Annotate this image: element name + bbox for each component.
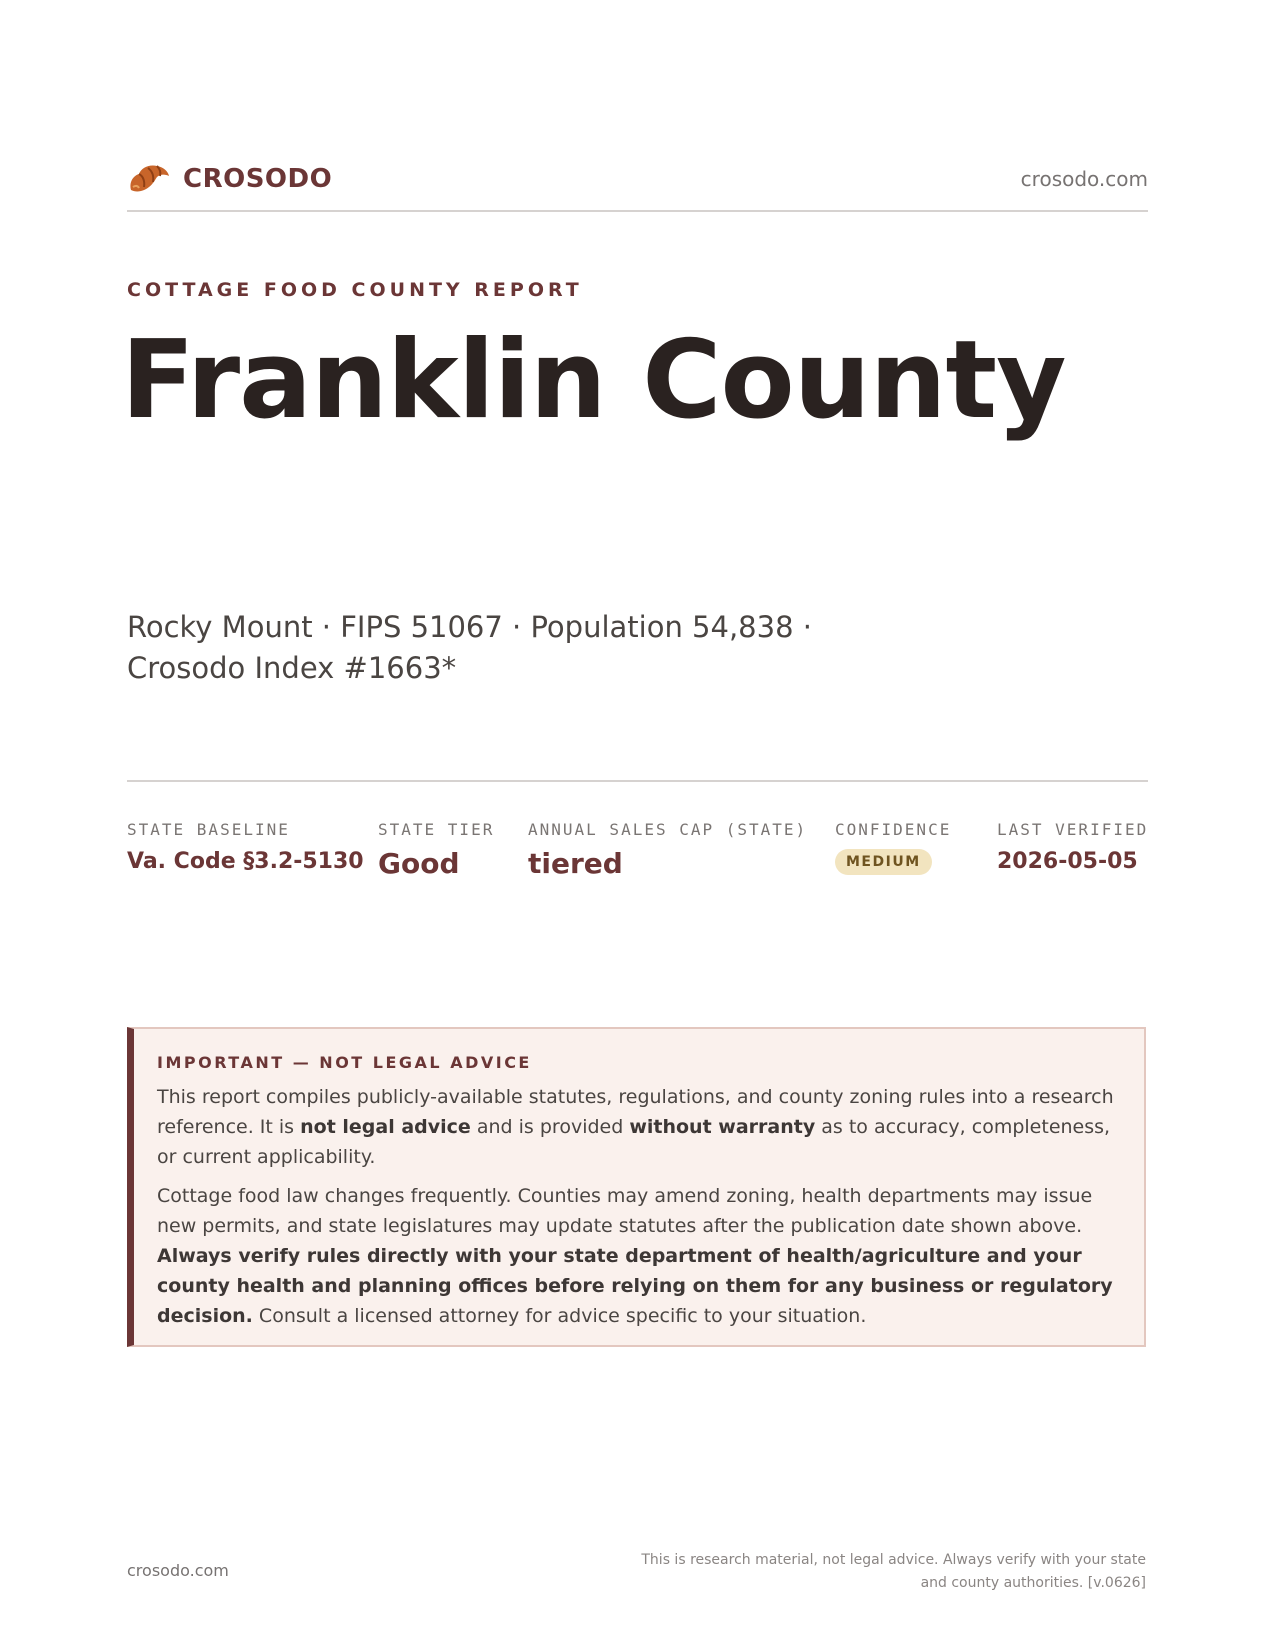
footer-disclaimer <box>626 1549 1146 1595</box>
stat-last-verified <box>997 820 1148 874</box>
notice-text: and is provided <box>470 1116 630 1138</box>
stat-value: Va. Code §3.2-5130 <box>127 849 364 874</box>
report-subtitle: Rocky Mount · FIPS 51067 · Population 54,838 · Crosodo Index #1663* <box>127 610 812 685</box>
stats-row <box>127 780 1148 902</box>
notice-paragraph-2 <box>157 1181 1122 1331</box>
footer-disclaimer-line: and county authorities. [v.0626] <box>920 1575 1146 1591</box>
notice-text: Consult a licensed attorney for advice specific to your situation. <box>252 1305 867 1327</box>
stat-label: LAST VERIFIED <box>997 820 1149 839</box>
brand-name: CROSODO <box>183 164 333 194</box>
stat-confidence <box>835 820 951 875</box>
report-eyebrow: COTTAGE FOOD COUNTY REPORT <box>127 279 583 301</box>
footer-site: crosodo.com <box>127 1561 229 1580</box>
notice-emphasis: not legal advice <box>300 1116 471 1138</box>
notice-emphasis: Always verify rules directly with your state department of health/agriculture and your county health and planning offices before relying on them for any business or regulatory decision. <box>157 1245 1113 1327</box>
notice-title: IMPORTANT — NOT LEGAL ADVICE <box>157 1053 532 1072</box>
stat-state-tier <box>378 820 494 880</box>
stat-label: ANNUAL SALES CAP (STATE) <box>528 820 808 839</box>
legal-notice <box>127 1027 1146 1347</box>
notice-emphasis: without warranty <box>629 1116 816 1138</box>
notice-text: Cottage food law changes frequently. Counties may amend zoning, health departments may issue new permits, and state legislatures may update statutes after the publication date shown above. <box>157 1185 1093 1237</box>
status-badge: MEDIUM <box>835 849 932 875</box>
stat-value: Good <box>378 847 460 880</box>
notice-paragraph-1 <box>157 1082 1122 1172</box>
page-header <box>127 156 1148 212</box>
notice-text: This report compiles publicly-available statutes, regulations, and county zoning rules into a research reference. It is <box>157 1086 1114 1138</box>
footer-disclaimer-line: This is research material, not legal advice. Always verify with your state <box>641 1552 1146 1568</box>
site-link[interactable]: crosodo.com <box>1020 167 1148 191</box>
stat-value: tiered <box>528 847 623 880</box>
page-title: Franklin County <box>121 318 1066 443</box>
stat-label: STATE BASELINE <box>127 820 290 839</box>
notice-text: as to accuracy, completeness, or current applicability. <box>157 1116 1111 1168</box>
stat-state-baseline <box>127 820 364 874</box>
legal-notice-body <box>157 1053 1122 1331</box>
stat-annual-sales-cap <box>528 820 807 880</box>
stat-label: STATE TIER <box>378 820 495 839</box>
stat-value: 2026-05-05 <box>997 849 1138 874</box>
croissant-icon <box>127 160 171 198</box>
stat-label: CONFIDENCE <box>835 820 952 839</box>
brand <box>127 160 332 198</box>
